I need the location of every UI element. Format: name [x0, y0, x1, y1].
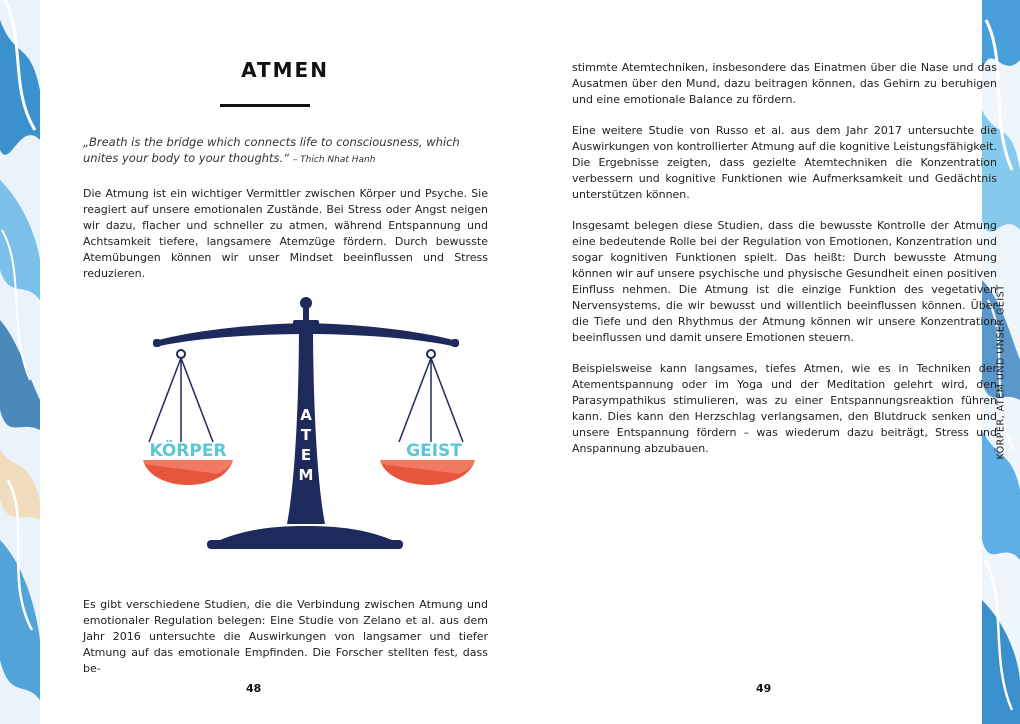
chapter-title: ATMEN	[241, 58, 329, 82]
page-number-left: 48	[246, 682, 262, 695]
russo-study-paragraph: Eine weitere Studie von Russo et al. aus dem Jahr 2017 untersuchte die Auswirkungen von kontrollierter Atmung auf die kognitive Leistungsfähigkeit. Die Ergebnisse zeigten, dass gezielte Atemtechniken die Konzentration verbessern und kognitive Funktionen wie Aufmerksamkeit und Gedächtnis unterstützen können.	[572, 124, 997, 201]
studies-paragraph: Es gibt verschiedene Studien, die die Verbindung zwischen Atmung und emotionaler Regulation belegen: Eine Studie von Zelano et al. aus dem Jahr 2016 untersuchte die Auswirkungen von langsamer und tiefer Atmung auf das emotionale Empfinden. Die Forscher stellten fest, dass be-	[83, 598, 488, 675]
summary-paragraph: Insgesamt belegen diese Studien, dass die bewusste Kontrolle der Atmung eine bedeutende Rolle bei der Regulation von Emotionen, Konzentration und sogar kognitiven Funktionen spielt. Das heißt: Durch bewusste Atmung können wir auf unsere psychische und physische Gesundheit einen positiven Einfluss nehmen. Die Atmung ist die einzige Funktion des vegetativen Nervensystems, die wir bewusst und willentlich beeinflussen können. Über die Tiefe und den Rhythmus der Atmung können wir unsere Konzentration beeinflussen und damit unsere Emotionen steuern.	[572, 219, 997, 344]
marble-border-left	[0, 0, 40, 724]
chapter-side-label	[985, 284, 1017, 460]
right-page	[510, 0, 997, 724]
pillar-letter-e: E	[300, 446, 312, 464]
title-underline	[220, 104, 310, 107]
side-label-text: KÖRPER, ATEM UND UNSER GEIST	[995, 284, 1007, 460]
left-pan-label: KÖRPER	[149, 441, 227, 461]
pillar-letter-m: M	[298, 466, 314, 484]
pillar-letter-t: T	[300, 426, 312, 444]
continuation-paragraph: stimmte Atemtechniken, insbesondere das Einatmen über die Nase und das Ausatmen über den Mund, dazu beitragen können, das Gehirn zu beruhigen und eine emotionale Balance zu fördern.	[572, 61, 997, 106]
quote-author: – Thich Nhat Hanh	[292, 155, 376, 165]
pillar-letter-a: A	[300, 406, 312, 424]
intro-paragraph: Die Atmung ist ein wichtiger Vermittler zwischen Körper und Psyche. Sie reagiert auf unsere emotionalen Zustände. Bei Stress oder Angst neigen wir dazu, flacher und schneller zu atmen, während Entspannung und Achtsamkeit tiefere, langsamere Atemzüge fördern. Durch bewusste Atemübungen können wir unser Mindset beeinflussen und Stress reduzieren.	[83, 187, 488, 280]
left-page	[40, 0, 510, 724]
balance-scale-illustration	[135, 292, 475, 562]
epigraph-quote	[83, 134, 483, 168]
right-pan-label: GEIST	[406, 441, 462, 461]
quote-text: „Breath is the bridge which connects life to consciousness, which unites your body to your thoughts.“	[83, 135, 460, 165]
example-paragraph: Beispielsweise kann langsames, tiefes Atmen, wie es in Techniken der Atementspannung oder im Yoga und der Meditation gelehrt wird, den Parasympathikus stimulieren, was zu einer Entspannungsreaktion führen kann. Dies kann den Herzschlag verlangsamen, den Blutdruck senken und unsere Entspannung fördern – was wiederum dazu beiträgt, Stress und Anspannung abzubauen.	[572, 362, 997, 455]
page-number-right: 49	[756, 682, 772, 695]
